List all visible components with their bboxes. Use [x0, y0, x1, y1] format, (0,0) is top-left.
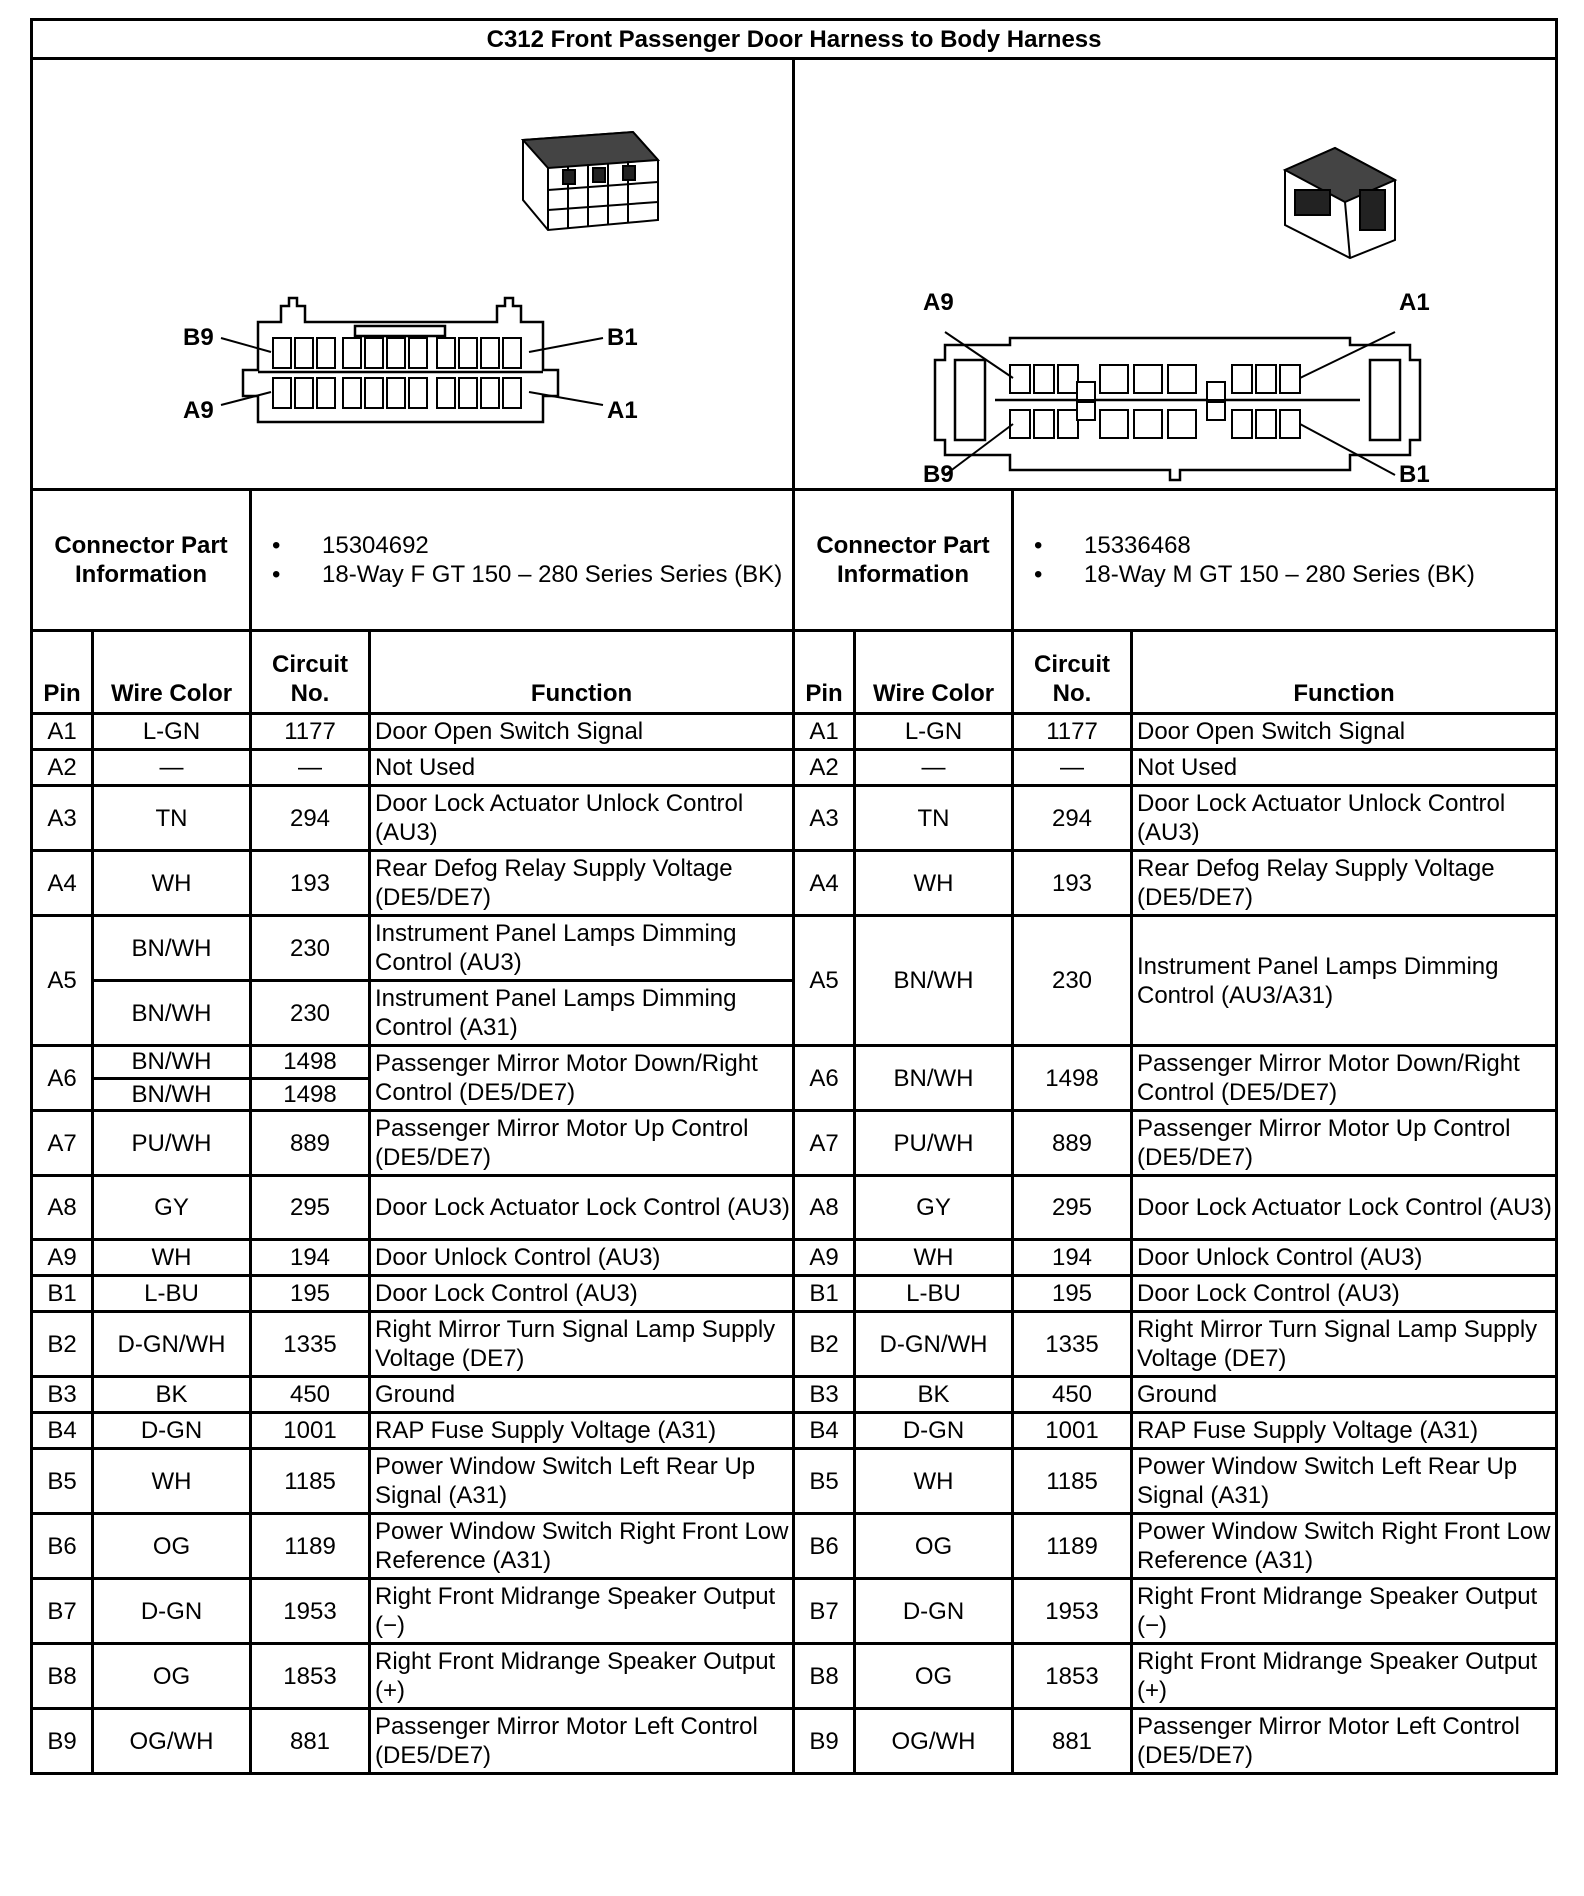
right-pin: B5	[794, 1449, 855, 1514]
right-wire-color: OG	[855, 1514, 1013, 1579]
right-circuit: 1853	[1013, 1644, 1132, 1709]
left-pin: A3	[32, 786, 93, 851]
connector-face	[935, 338, 1420, 480]
right-pin: A9	[794, 1240, 855, 1276]
right-circuit: 294	[1013, 786, 1132, 851]
left-circuit: 1335	[251, 1312, 370, 1377]
right-wire-color: WH	[855, 1449, 1013, 1514]
right-circuit: 881	[1013, 1709, 1132, 1774]
right-pin: A3	[794, 786, 855, 851]
right-function: Door Lock Actuator Lock Control (AU3)	[1132, 1176, 1557, 1240]
left-part-description: • 18-Way F GT 150 – 280 Series Series (BK)	[272, 560, 792, 589]
table-row	[32, 851, 1557, 916]
left-circuit: 194	[251, 1240, 370, 1276]
left-function: Not Used	[370, 750, 794, 786]
left-function: Door Lock Actuator Unlock Control (AU3)	[370, 786, 794, 851]
left-pin: B6	[32, 1514, 93, 1579]
left-wire-color: OG	[93, 1644, 251, 1709]
left-wire-color: WH	[93, 1449, 251, 1514]
connector-iso-icon	[1285, 148, 1395, 258]
left-function: Power Window Switch Right Front Low Reference (A31)	[370, 1514, 794, 1579]
left-pin: B9	[32, 1709, 93, 1774]
left-pin: B3	[32, 1377, 93, 1413]
table-row	[32, 1449, 1557, 1514]
right-function: Right Front Midrange Speaker Output (−)	[1132, 1579, 1557, 1644]
right-function: Passenger Mirror Motor Left Control (DE5/DE7)	[1132, 1709, 1557, 1774]
left-function: Rear Defog Relay Supply Voltage (DE5/DE7)	[370, 851, 794, 916]
right-pin: B7	[794, 1579, 855, 1644]
left-wire-color: BK	[93, 1377, 251, 1413]
right-pin: A4	[794, 851, 855, 916]
right-function: Rear Defog Relay Supply Voltage (DE5/DE7)	[1132, 851, 1557, 916]
right-function: Ground	[1132, 1377, 1557, 1413]
left-wire-color: BN/WH	[93, 981, 251, 1046]
right-wire-color: WH	[855, 851, 1013, 916]
left-pin: B7	[32, 1579, 93, 1644]
left-pin: B5	[32, 1449, 93, 1514]
left-pin: A7	[32, 1111, 93, 1176]
right-circuit: 1001	[1013, 1413, 1132, 1449]
right-part-info	[1013, 490, 1557, 631]
left-wire-color: OG/WH	[93, 1709, 251, 1774]
right-pin: A7	[794, 1111, 855, 1176]
table-row	[32, 1276, 1557, 1312]
right-circuit: 230	[1013, 916, 1132, 1046]
table-row	[32, 916, 1557, 981]
left-wire-color: BN/WH	[93, 1046, 251, 1079]
right-circuit: 295	[1013, 1176, 1132, 1240]
page-title: C312 Front Passenger Door Harness to Body Harness	[32, 20, 1557, 59]
right-function: Door Unlock Control (AU3)	[1132, 1240, 1557, 1276]
left-function: Power Window Switch Left Rear Up Signal (A31)	[370, 1449, 794, 1514]
left-circuit: 1185	[251, 1449, 370, 1514]
right-header-circuit: Circuit No.	[1013, 631, 1132, 714]
callout-bottom-left: A9	[183, 397, 214, 424]
left-circuit: 1001	[251, 1413, 370, 1449]
left-function: Door Lock Actuator Lock Control (AU3)	[370, 1176, 794, 1240]
right-wire-color: BK	[855, 1377, 1013, 1413]
connector-table	[30, 18, 1558, 1775]
table-row	[32, 714, 1557, 750]
right-header-pin: Pin	[794, 631, 855, 714]
right-pin: B9	[794, 1709, 855, 1774]
left-circuit: 1189	[251, 1514, 370, 1579]
female-connector-figure	[32, 59, 794, 490]
table-row	[32, 1709, 1557, 1774]
left-function: Right Front Midrange Speaker Output (+)	[370, 1644, 794, 1709]
left-function: RAP Fuse Supply Voltage (A31)	[370, 1413, 794, 1449]
left-wire-color: TN	[93, 786, 251, 851]
left-function: Door Lock Control (AU3)	[370, 1276, 794, 1312]
left-pin: A1	[32, 714, 93, 750]
left-pin: B4	[32, 1413, 93, 1449]
right-pin: B8	[794, 1644, 855, 1709]
right-function: Instrument Panel Lamps Dimming Control (AU3/A31)	[1132, 916, 1557, 1046]
left-circuit: 230	[251, 981, 370, 1046]
left-circuit: 1498	[251, 1078, 370, 1111]
left-circuit: 1177	[251, 714, 370, 750]
left-wire-color: BN/WH	[93, 916, 251, 981]
left-function: Door Open Switch Signal	[370, 714, 794, 750]
right-function: Right Front Midrange Speaker Output (+)	[1132, 1644, 1557, 1709]
left-header-pin: Pin	[32, 631, 93, 714]
left-wire-color: GY	[93, 1176, 251, 1240]
connector-face	[243, 298, 558, 422]
left-wire-color: D-GN	[93, 1579, 251, 1644]
male-connector-diagram	[795, 60, 1558, 488]
left-wire-color: PU/WH	[93, 1111, 251, 1176]
right-pin: B6	[794, 1514, 855, 1579]
right-function: Passenger Mirror Motor Up Control (DE5/DE7)	[1132, 1111, 1557, 1176]
left-pin: A4	[32, 851, 93, 916]
right-wire-color: BN/WH	[855, 916, 1013, 1046]
right-pin: B1	[794, 1276, 855, 1312]
right-circuit: 1177	[1013, 714, 1132, 750]
left-circuit: 881	[251, 1709, 370, 1774]
right-wire-color: D-GN	[855, 1413, 1013, 1449]
left-function: Ground	[370, 1377, 794, 1413]
left-wire-color: L-GN	[93, 714, 251, 750]
right-pin: A2	[794, 750, 855, 786]
male-connector-figure	[794, 59, 1557, 490]
left-function: Passenger Mirror Motor Down/Right Control (DE5/DE7)	[370, 1046, 794, 1111]
right-wire-color: OG	[855, 1644, 1013, 1709]
left-wire-color: D-GN/WH	[93, 1312, 251, 1377]
right-part-description: • 18-Way M GT 150 – 280 Series (BK)	[1034, 560, 1555, 589]
right-pin: A1	[794, 714, 855, 750]
left-circuit: 450	[251, 1377, 370, 1413]
right-function: Right Mirror Turn Signal Lamp Supply Voltage (DE7)	[1132, 1312, 1557, 1377]
right-circuit: 1498	[1013, 1046, 1132, 1111]
callout-top-left: B9	[183, 324, 214, 351]
callout-bottom-right: A1	[607, 397, 638, 424]
left-part-info	[251, 490, 794, 631]
right-function: RAP Fuse Supply Voltage (A31)	[1132, 1413, 1557, 1449]
left-circuit: 295	[251, 1176, 370, 1240]
right-part-number: • 15336468	[1034, 531, 1555, 560]
left-wire-color: —	[93, 750, 251, 786]
right-wire-color: PU/WH	[855, 1111, 1013, 1176]
callout-top-left: A9	[923, 289, 954, 316]
table-row	[32, 786, 1557, 851]
right-function: Power Window Switch Right Front Low Reference (A31)	[1132, 1514, 1557, 1579]
left-circuit: —	[251, 750, 370, 786]
right-circuit: 194	[1013, 1240, 1132, 1276]
left-part-number: • 15304692	[272, 531, 792, 560]
right-circuit: 193	[1013, 851, 1132, 916]
table-row	[32, 1111, 1557, 1176]
left-wire-color: L-BU	[93, 1276, 251, 1312]
left-function: Right Mirror Turn Signal Lamp Supply Voltage (DE7)	[370, 1312, 794, 1377]
left-pin: B8	[32, 1644, 93, 1709]
right-circuit: 1189	[1013, 1514, 1132, 1579]
table-row	[32, 750, 1557, 786]
right-wire-color: GY	[855, 1176, 1013, 1240]
right-circuit: 1335	[1013, 1312, 1132, 1377]
table-row	[32, 1377, 1557, 1413]
left-header-function: Function	[370, 631, 794, 714]
left-function: Instrument Panel Lamps Dimming Control (AU3)	[370, 916, 794, 981]
right-circuit: 1953	[1013, 1579, 1132, 1644]
left-circuit: 193	[251, 851, 370, 916]
right-wire-color: L-GN	[855, 714, 1013, 750]
right-wire-color: WH	[855, 1240, 1013, 1276]
left-wire-color: OG	[93, 1514, 251, 1579]
table-row	[32, 1176, 1557, 1240]
left-circuit: 1853	[251, 1644, 370, 1709]
left-circuit: 230	[251, 916, 370, 981]
left-function: Instrument Panel Lamps Dimming Control (A31)	[370, 981, 794, 1046]
left-part-info-label: Connector Part Information	[32, 490, 251, 631]
left-wire-color: WH	[93, 851, 251, 916]
callout-bottom-right: B1	[1399, 461, 1430, 488]
left-wire-color: WH	[93, 1240, 251, 1276]
left-function: Passenger Mirror Motor Up Control (DE5/DE7)	[370, 1111, 794, 1176]
left-circuit: 195	[251, 1276, 370, 1312]
left-pin: A8	[32, 1176, 93, 1240]
right-pin: A6	[794, 1046, 855, 1111]
left-pin: A9	[32, 1240, 93, 1276]
connector-iso-icon	[523, 132, 658, 230]
right-circuit: 1185	[1013, 1449, 1132, 1514]
right-circuit: —	[1013, 750, 1132, 786]
left-wire-color: D-GN	[93, 1413, 251, 1449]
left-function: Right Front Midrange Speaker Output (−)	[370, 1579, 794, 1644]
callout-top-right: B1	[607, 324, 638, 351]
right-pin: B2	[794, 1312, 855, 1377]
left-pin: A5	[32, 916, 93, 1046]
right-wire-color: —	[855, 750, 1013, 786]
right-wire-color: BN/WH	[855, 1046, 1013, 1111]
right-wire-color: TN	[855, 786, 1013, 851]
left-circuit: 1498	[251, 1046, 370, 1079]
right-header-wire-color: Wire Color	[855, 631, 1013, 714]
table-row	[32, 1579, 1557, 1644]
right-function: Passenger Mirror Motor Down/Right Control (DE5/DE7)	[1132, 1046, 1557, 1111]
right-function: Door Lock Actuator Unlock Control (AU3)	[1132, 786, 1557, 851]
left-circuit: 1953	[251, 1579, 370, 1644]
right-pin: B4	[794, 1413, 855, 1449]
right-circuit: 889	[1013, 1111, 1132, 1176]
callout-bottom-left: B9	[923, 461, 954, 488]
right-wire-color: D-GN/WH	[855, 1312, 1013, 1377]
female-connector-diagram	[33, 60, 795, 488]
left-header-circuit: Circuit No.	[251, 631, 370, 714]
left-circuit: 889	[251, 1111, 370, 1176]
right-function: Not Used	[1132, 750, 1557, 786]
right-wire-color: L-BU	[855, 1276, 1013, 1312]
left-circuit: 294	[251, 786, 370, 851]
right-circuit: 450	[1013, 1377, 1132, 1413]
left-pin: A2	[32, 750, 93, 786]
left-header-wire-color: Wire Color	[93, 631, 251, 714]
table-row	[32, 1240, 1557, 1276]
right-function: Door Lock Control (AU3)	[1132, 1276, 1557, 1312]
right-header-function: Function	[1132, 631, 1557, 714]
right-pin: A8	[794, 1176, 855, 1240]
table-row	[32, 1046, 1557, 1079]
right-part-info-label: Connector Part Information	[794, 490, 1013, 631]
table-row	[32, 1312, 1557, 1377]
left-wire-color: BN/WH	[93, 1078, 251, 1111]
left-pin: B1	[32, 1276, 93, 1312]
right-wire-color: OG/WH	[855, 1709, 1013, 1774]
table-row	[32, 1514, 1557, 1579]
left-pin: A6	[32, 1046, 93, 1111]
callout-top-right: A1	[1399, 289, 1430, 316]
right-pin: B3	[794, 1377, 855, 1413]
right-function: Power Window Switch Left Rear Up Signal (A31)	[1132, 1449, 1557, 1514]
right-function: Door Open Switch Signal	[1132, 714, 1557, 750]
table-row	[32, 1413, 1557, 1449]
left-function: Door Unlock Control (AU3)	[370, 1240, 794, 1276]
right-circuit: 195	[1013, 1276, 1132, 1312]
right-wire-color: D-GN	[855, 1579, 1013, 1644]
right-pin: A5	[794, 916, 855, 1046]
left-pin: B2	[32, 1312, 93, 1377]
left-function: Passenger Mirror Motor Left Control (DE5/DE7)	[370, 1709, 794, 1774]
table-row	[32, 1644, 1557, 1709]
